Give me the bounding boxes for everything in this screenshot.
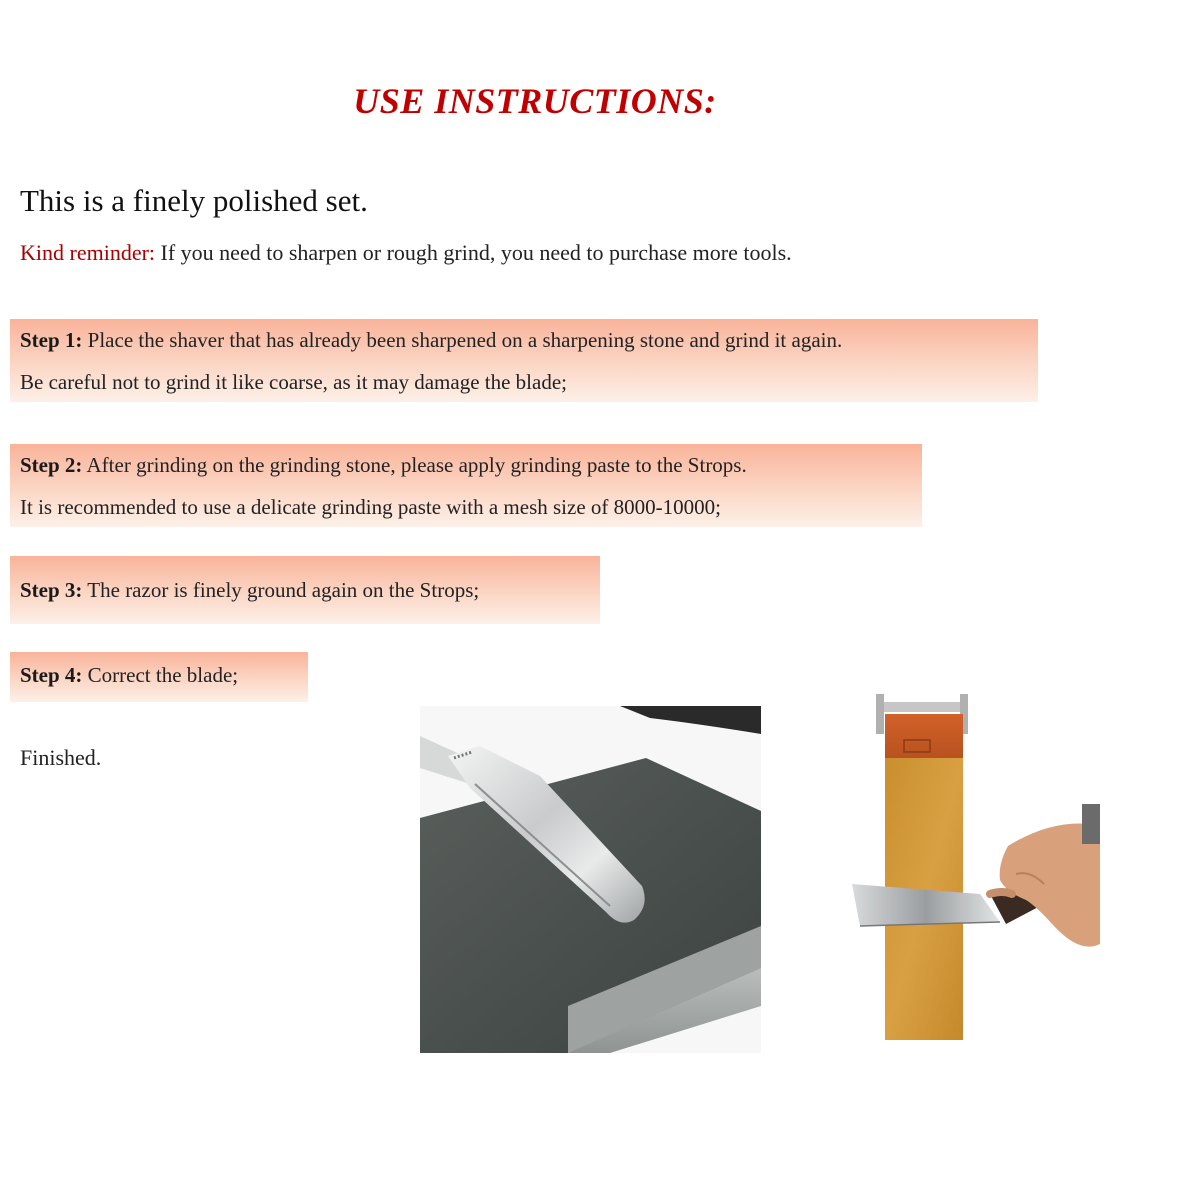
step-2 (10, 444, 922, 527)
razor-on-strop-photo (830, 694, 1100, 1040)
finished-text: Finished. (20, 745, 102, 770)
reminder-label: Kind reminder: (20, 240, 156, 265)
step-1-label: Step 1: (20, 328, 83, 352)
step-2-text: After grinding on the grinding stone, please apply grinding paste to the Strops. (82, 453, 747, 477)
step-1-line-1 (20, 319, 1028, 361)
razor-on-stone-photo (420, 706, 761, 1053)
reminder-text: If you need to sharpen or rough grind, you need to purchase more tools. (155, 240, 792, 265)
page-title: USE INSTRUCTIONS: (353, 81, 717, 121)
kind-reminder (20, 240, 792, 266)
step-1-text: Place the shaver that has already been sharpened on a sharpening stone and grind it again. (82, 328, 843, 352)
step-4-line-1 (20, 652, 298, 698)
step-4-label: Step 4: (20, 663, 83, 687)
step-4 (10, 652, 308, 702)
step-2-line-2: It is recommended to use a delicate grinding paste with a mesh size of 8000-10000; (20, 495, 721, 519)
razor-on-strop-illustration (830, 694, 1100, 1040)
step-1 (10, 319, 1038, 402)
razor-on-stone-illustration (420, 706, 761, 1053)
step-3 (10, 556, 600, 624)
step-3-text: The razor is finely ground again on the Strops; (82, 578, 480, 602)
step-3-line-1 (20, 556, 590, 624)
step-4-text: Correct the blade; (82, 663, 239, 687)
step-3-label: Step 3: (20, 578, 83, 602)
step-1-line-2: Be careful not to grind it like coarse, as it may damage the blade; (20, 370, 567, 394)
step-2-line-1 (20, 444, 912, 486)
step-2-label: Step 2: (20, 453, 83, 477)
intro-text: This is a finely polished set. (20, 183, 368, 218)
